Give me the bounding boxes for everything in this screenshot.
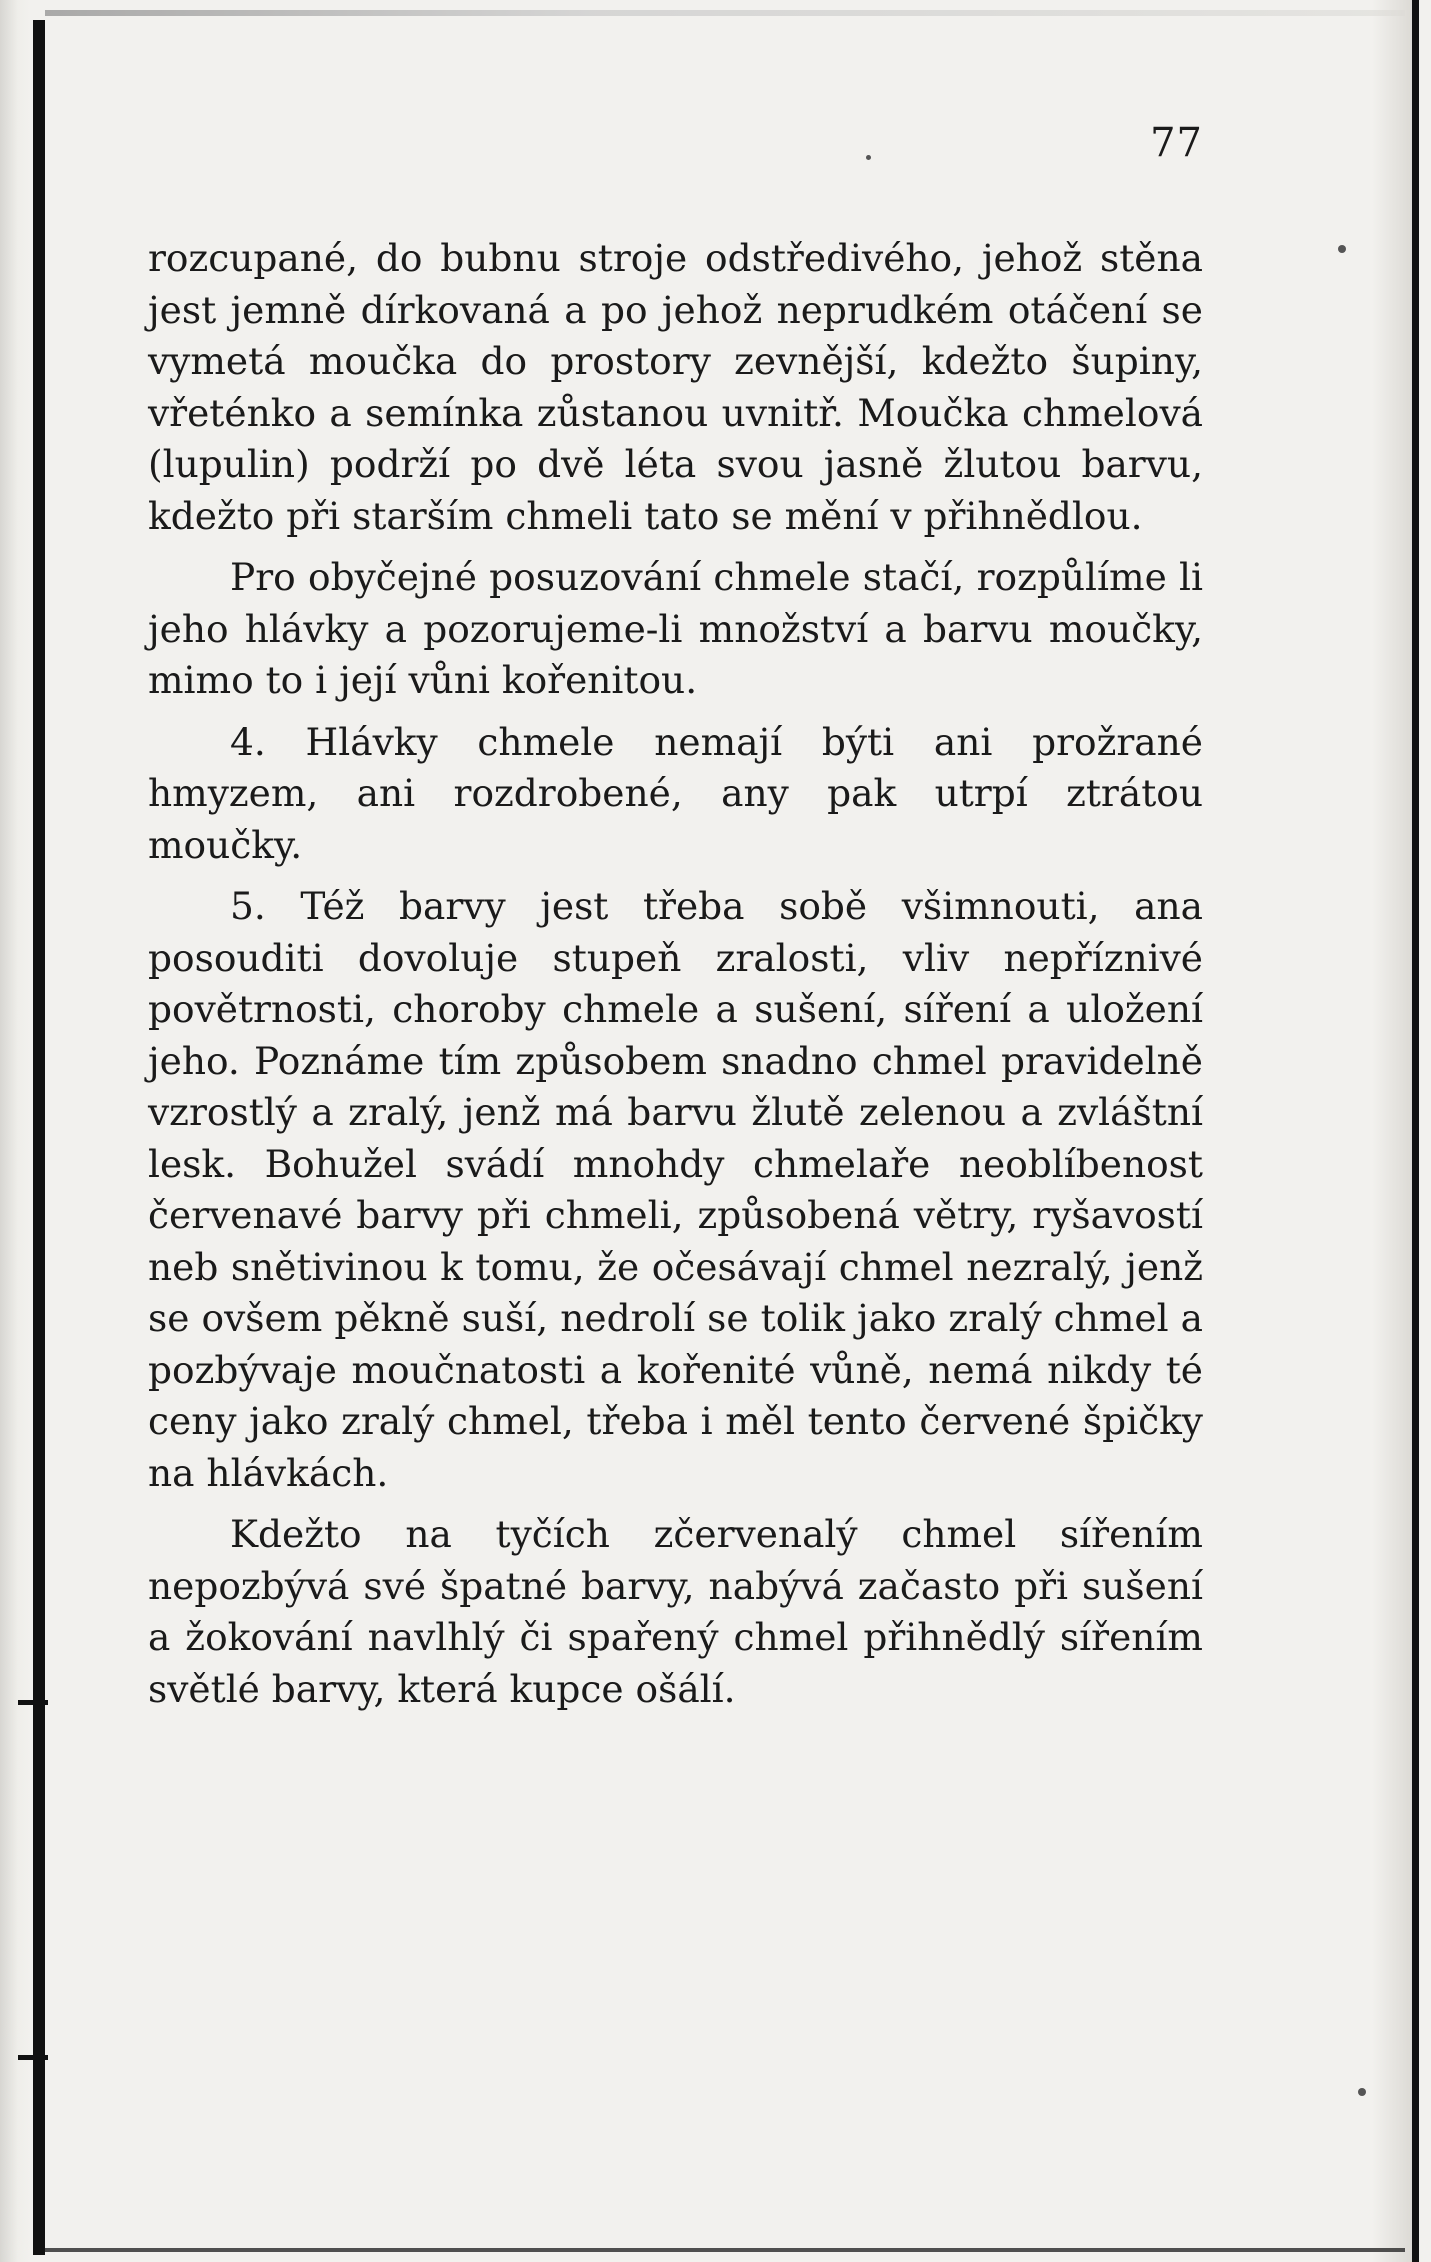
paragraph-1: rozcupané, do bubnu stroje odstředivého, jehož stěna jest jemně dírkovaná a po jehož neprudkém otáčení se vymetá moučka do prostory zevnější, kdežto šupiny, vřeténko a semínka zůstanou uvnitř. Moučka chmelová (lupulin) podrží po dvě léta svou jasně žlutou barvu, kdežto při starším chmeli tato se mění v přihnědlou. [148, 236, 1203, 538]
bottom-page-edge [45, 2248, 1405, 2252]
paragraph-5: Kdežto na tyčích zčervenalý chmel sířením nepozbývá své špatné barvy, nabývá začasto při sušení a žokování navlhlý či spařený chmel přihnědlý sířením světlé barvy, která kupce ošálí. [148, 1512, 1203, 1711]
scan-speck [1338, 245, 1346, 253]
paragraph-4: 5. Též barvy jest třeba sobě všimnouti, ana posouditi dovoluje stupeň zralosti, vliv nepříznivé povětrnosti, choroby chmele a sušení, síření a uložení jeho. Poznáme tím způsobem snadno chmel pravidelně vzrostlý a zralý, jenž má barvu žlutě zelenou a zvláštní lesk. Bohužel svádí mnohdy chmelaře neoblíbenost červenavé barvy při chmeli, způsobená větry, ryšavostí neb snětivinou k tomu, že očesávají chmel nezralý, jenž se ovšem pěkně suší, nedrolí se tolik jako zralý chmel a pozbývaje moučnatosti a kořenité vůně, nemá nikdy té ceny jako zralý chmel, třeba i měl tento červené špičky na hlávkách. [148, 884, 1203, 1495]
left-binding-edge [33, 20, 45, 2255]
paragraph-3: 4. Hlávky chmele nemají býti ani prožrané hmyzem, ani rozdrobené, any pak utrpí ztrátou moučky. [148, 719, 1203, 867]
scan-speck [1358, 2088, 1366, 2096]
top-page-edge [45, 10, 1405, 16]
right-page-edge [1412, 0, 1419, 2262]
binding-mark [18, 1700, 48, 1705]
binding-mark [18, 2055, 48, 2060]
right-edge-shadow [1372, 0, 1412, 2262]
paragraph-2: Pro obyčejné posuzování chmele stačí, rozpůlíme li jeho hlávky a pozorujeme-li množství a barvu moučky, mimo to i její vůni kořenitou. [148, 555, 1203, 702]
page-number: 77 [1150, 120, 1203, 166]
body-text [148, 233, 1203, 1715]
page-spine-shadow [0, 0, 30, 2262]
scan-speck [866, 155, 871, 160]
